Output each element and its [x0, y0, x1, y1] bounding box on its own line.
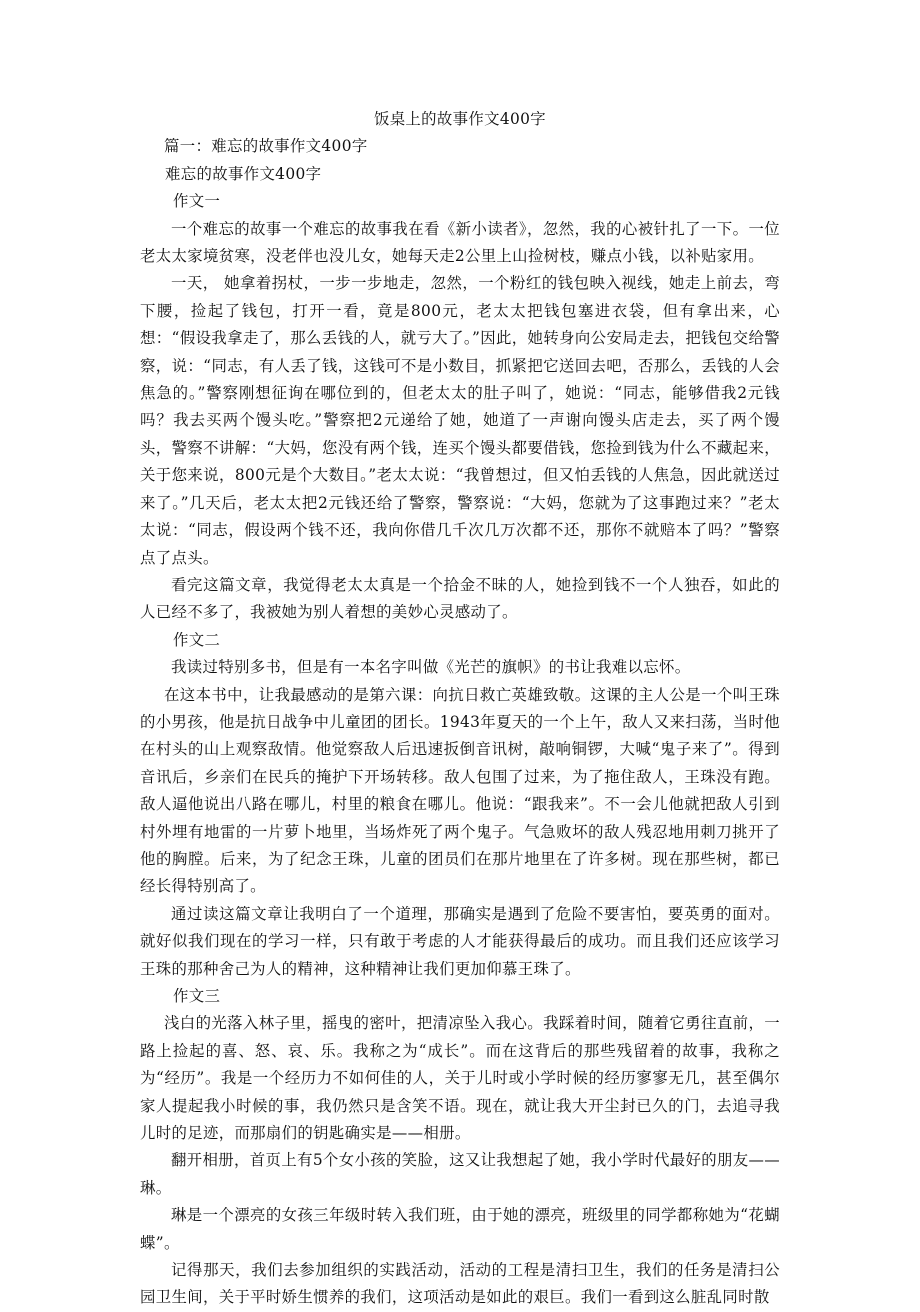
paragraph: 翻开相册，首页上有5个女小孩的笑脸，这又让我想起了她，我小学时代最好的朋友——琳。 [140, 1151, 780, 1197]
paragraph: 一天， 她拿着拐杖，一步一步地走，忽然，一个粉红的钱包映入视线，她走上前去，弯下腰，捡起了钱包，打开一看，竟是800元，老太太把钱包塞进衣袋，但有拿出来，心想：“假设我拿走了，那么丢钱的人，就亏大了。”因此，她转身向公安局走去，把钱包交给警察，说：“同志，有人丢了钱，这钱可不是小数目，抓紧把它送回去吧，否那么，丢钱的人会焦急的。”警察刚想征询在哪位到的，但老太太的肚子叫了，她说：“同志，能够借我2元钱吗？我去买两个馒头吃。”警察把2元递给了她，她道了一声谢向馒头店走去，买了两个馒头，警察不讲解：“大妈，您没有两个钱，连买个馒头都要借钱，您捡到钱为什么不藏起来，关于您来说，800元是个大数目。”老太太说：“我曾想过，但又怕丢钱的人焦急，因此就送过来了。”几天后，老太太把2元钱还给了警察，警察说：“大妈，您就为了这事跑过来？”老太太说：“同志，假设两个钱不还，我向你借几千次几万次都不还，那你不就赔本了吗？”警察点了点头。 [140, 274, 780, 567]
essay-label: 作文二 [173, 630, 221, 649]
paragraph: 在这本书中，让我最感动的是第六课：向抗日救亡英雄致敬。这课的主人公是一个叫王珠的小男孩，他是抗日战争中儿童团的团长。1943年夏天的一个上午，敌人又来扫荡，当时他在村头的山上观察敌情。他觉察敌人后迅速扳倒音讯树，敲响铜锣，大喊“鬼子来了”。得到音讯后，乡亲们在民兵的掩护下开场转移。敌人包围了过来，为了拖住敌人，王珠没有跑。敌人逼他说出八路在哪儿，村里的粮食在哪儿。他说：“跟我来”。不一会儿他就把敌人引到村外埋有地雷的一片萝卜地里，当场炸死了两个鬼子。气急败坏的敌人残忍地用刺刀挑开了他的胸膛。后来，为了纪念王珠，儿童的团员们在那片地里在了许多树。现在那些树，都已经长得特别高了。 [140, 685, 780, 896]
document-page [140, 106, 780, 1312]
essay-1 [140, 188, 780, 627]
paragraph: 记得那天，我们去参加组织的实践活动，活动的工程是清扫卫生，我们的任务是清扫公园卫生间，关于平时娇生惯养的我们，这项活动是如此的艰巨。我们一看到这么脏乱同时散 [140, 1261, 780, 1307]
document-title: 饭桌上的故事作文400字 [373, 110, 547, 128]
paragraph: 看完这篇文章，我觉得老太太真是一个拾金不昧的人，她捡到钱不一个人独吞，如此的人已经不多了，我被她为别人着想的美妙心灵感动了。 [140, 575, 780, 622]
chapter-heading: 篇一：难忘的故事作文400字 [164, 137, 368, 156]
paragraph: 通过读这篇文章让我明白了一个道理，那确实是遇到了危险不要害怕，要英勇的面对。就好似我们现在的学习一样，只有敢于考虑的人才能获得最后的成功。而且我们还应该学习王珠的那种舍己为人的精神，这种精神让我们更加仰慕王珠了。 [140, 904, 780, 978]
paragraph: 琳是一个漂亮的女孩三年级时转入我们班，由于她的漂亮，班级里的同学都称她为“花蝴蝶”。 [140, 1206, 780, 1252]
essay-label: 作文一 [173, 192, 221, 211]
essay-3 [140, 983, 780, 1312]
paragraph: 浅白的光落入林子里，摇曳的密叶，把清凉坠入我心。我踩着时间，随着它勇往直前，一路上捡起的喜、怒、哀、乐。我称之为“成长”。而在这背后的那些残留着的故事，我称之为“经历”。我是一个经历力不如何佳的人，关于儿时或小学时候的经历寥寥无几，甚至偶尔家人提起我小时候的事，我仍然只是含笑不语。现在，就让我大开尘封已久的门，去追寻我儿时的足迹，而那扇们的钥匙确实是——相册。 [140, 1014, 780, 1143]
paragraph: 一个难忘的故事一个难忘的故事我在看《新小读者》，忽然，我的心被针扎了一下。一位老太太家境贫寒，没老伴也没儿女，她每天走2公里上山捡树枝，赚点小钱，以补贴家用。 [140, 219, 780, 266]
sub-heading: 难忘的故事作文400字 [165, 164, 322, 183]
paragraph: 我读过特别多书，但是有一本名字叫做《光芒的旗帜》的书让我难以忘怀。 [171, 658, 691, 677]
essay-2 [140, 627, 780, 983]
essay-label: 作文三 [173, 987, 221, 1005]
